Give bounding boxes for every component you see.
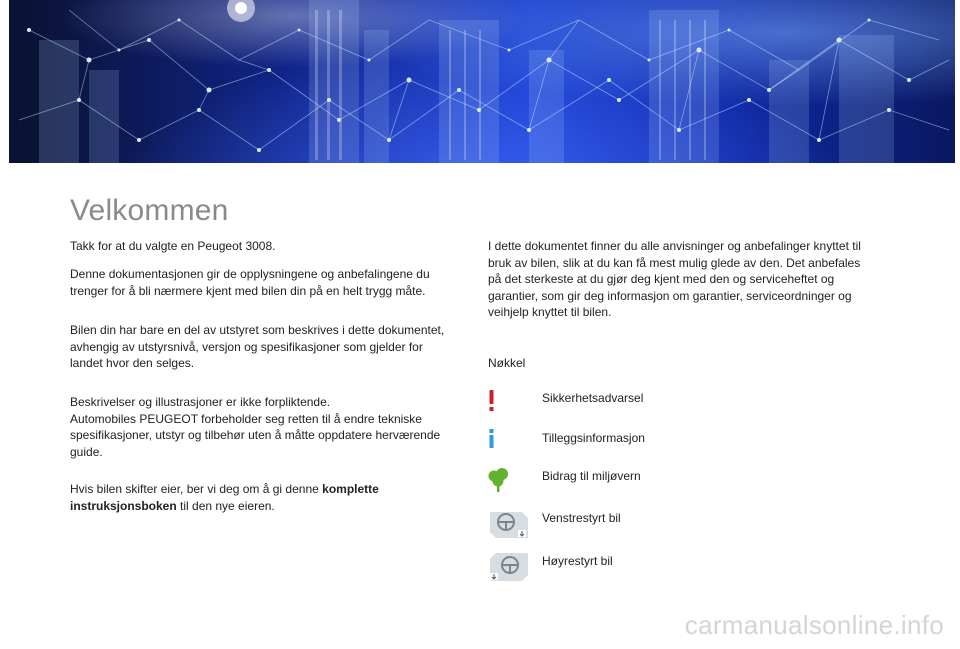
page-title: Velkommen	[70, 194, 229, 227]
key-heading: Nøkkel	[488, 356, 526, 370]
intro-paragraph-3: Bilen din har bare en del av utstyret som beskrives i dette dokumentet, avhengig av utstyrsnivå, versjon og spesifikasjoner som gjelder for landet hvor den selges.	[70, 323, 445, 370]
right-hand-drive-icon	[488, 551, 530, 583]
key-item-additional-info	[488, 428, 788, 460]
key-label-additional-info: Tilleggsinformasjon	[542, 431, 645, 445]
tree-icon	[488, 466, 530, 498]
key-item-safety-warning	[488, 388, 788, 420]
left-hand-drive-icon	[488, 508, 530, 540]
key-item-right-hand-drive	[488, 551, 788, 583]
key-label-safety-warning: Sikkerhetsadvarsel	[542, 391, 644, 405]
key-item-environment	[488, 466, 788, 498]
handover-text-bold: komplette instruksjonsboken	[70, 482, 379, 513]
warning-exclamation-icon	[488, 388, 530, 420]
disclaimer-line-2: Automobiles PEUGEOT forbeholder seg retten til å endre tekniske spesifikasjoner, utstyr og tilbehør uten å måtte oppdatere herværende guide.	[70, 411, 441, 459]
handover-text-post: til den nye eieren.	[176, 498, 275, 513]
info-icon	[488, 428, 530, 460]
key-label-environment: Bidrag til miljøvern	[542, 469, 641, 483]
key-item-left-hand-drive	[488, 508, 788, 540]
watermark-text: carmanualsonline.info	[684, 610, 944, 640]
header-banner-image	[9, 0, 955, 163]
disclaimer-line-1: Beskrivelser og illustrasjoner er ikke forpliktende.	[70, 395, 331, 409]
intro-paragraph-1: Takk for at du valgte en Peugeot 3008.	[70, 239, 276, 253]
network-graphic	[9, 0, 955, 163]
key-label-right-hand-drive: Høyrestyrt bil	[542, 554, 613, 568]
document-info-paragraph: I dette dokumentet finner du alle anvisninger og anbefalinger knyttet til bruk av bilen, slik at du kan få mest mulig glede av den. Det anbefales på det sterkeste at du gjør deg kjent med den og serviceheftet og garantier, som gir deg informasjon om garantier, serviceordninger og veihjelp knyttet til bilen.	[488, 239, 861, 319]
intro-paragraph-2: Denne dokumentasjonen gir de opplysningene og anbefalingene du trenger for å bli nærmere kjent med bilen din på en helt trygg måte.	[70, 267, 430, 298]
handover-text-pre: Hvis bilen skifter eier, ber vi deg om å gi denne	[70, 482, 323, 496]
disclaimer-paragraph	[70, 394, 450, 460]
key-label-left-hand-drive: Venstrestyrt bil	[542, 511, 621, 525]
handover-paragraph	[70, 481, 450, 514]
